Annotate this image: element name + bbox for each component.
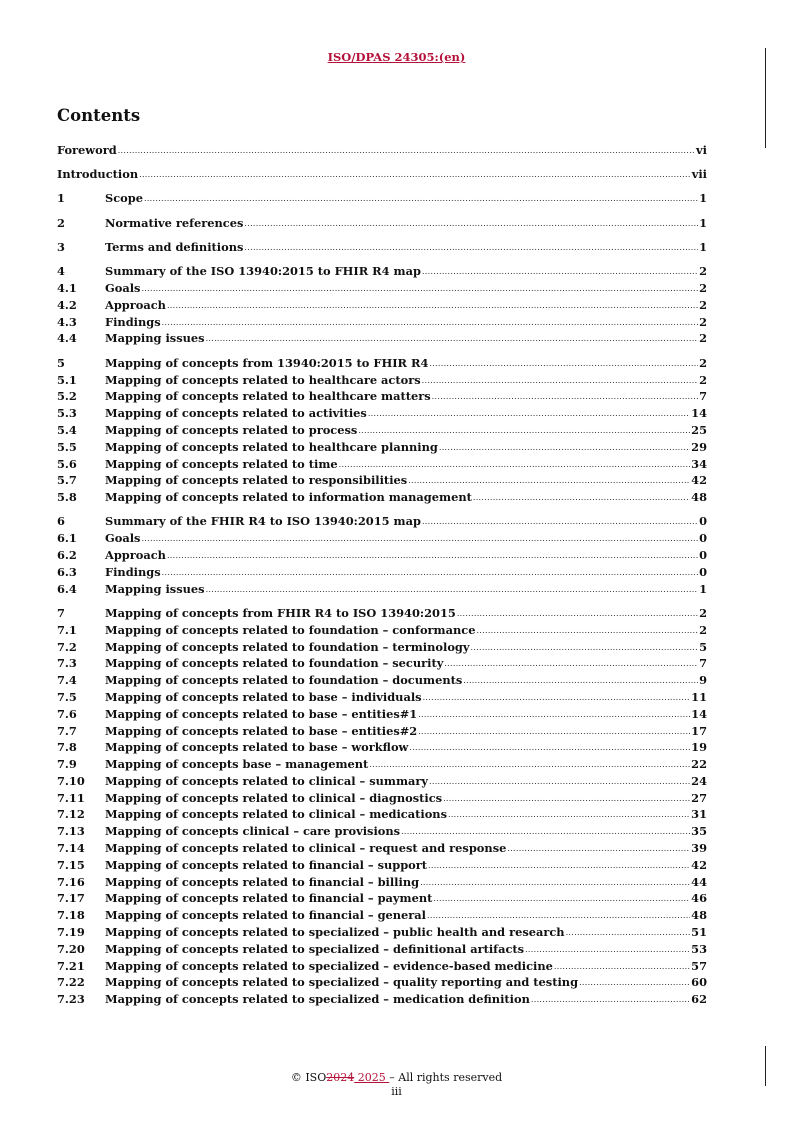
toc-entry-number: 7 <box>57 605 65 620</box>
document-header: ISO/DPAS 24305:(en) <box>327 50 466 64</box>
toc-entry-page: 53 <box>691 941 707 956</box>
toc-entry-label: Mapping of concepts from FHIR R4 to ISO 13940:2015 <box>105 605 456 620</box>
toc-entry-label: Mapping of concepts related to base – entities#2 <box>105 723 418 738</box>
toc-entry-label: Mapping of concepts related to time <box>105 456 338 471</box>
toc-leader-dots <box>432 392 698 403</box>
toc-entry-number: 4.3 <box>57 314 77 329</box>
toc-entry-number: 7.4 <box>57 673 77 688</box>
toc-entry-page: 35 <box>691 824 707 839</box>
toc-entry-label: Findings <box>105 314 161 329</box>
copyright-prefix: © ISO <box>290 1071 327 1084</box>
toc-entry-page: 2 <box>699 355 707 370</box>
toc-entry[interactable] <box>57 989 707 1006</box>
toc-entry[interactable] <box>57 213 707 230</box>
toc-entry-page: 2 <box>699 297 707 312</box>
toc-entry-number: 5.7 <box>57 473 77 488</box>
toc-entry-page: 9 <box>699 673 707 688</box>
toc-entry-number: 7.15 <box>57 857 85 872</box>
toc-entry[interactable] <box>57 562 707 579</box>
toc-entry[interactable] <box>57 939 707 956</box>
toc-entry-number: 7.3 <box>57 656 77 671</box>
change-bar-top <box>765 48 766 148</box>
toc-entry-label: Mapping of concepts clinical – care provisions <box>105 824 401 839</box>
toc-entry-page: 0 <box>699 564 707 579</box>
toc-leader-dots <box>433 894 690 905</box>
toc-entry-label: Mapping of concepts related to clinical – summary <box>105 773 429 788</box>
toc-entry[interactable] <box>57 312 707 329</box>
toc-leader-dots <box>244 243 698 254</box>
contents-title: Contents <box>57 106 141 125</box>
toc-entry-page: 19 <box>691 740 707 755</box>
toc-leader-dots <box>420 878 690 889</box>
deleted-year: 2024 <box>326 1071 355 1084</box>
toc-entry[interactable] <box>57 420 707 437</box>
toc-entry-number: 5.8 <box>57 490 77 505</box>
toc-entry-number: 7.11 <box>57 790 85 805</box>
toc-leader-dots <box>162 568 698 579</box>
toc-entry-label: Mapping of concepts related to healthcare planning <box>105 439 438 454</box>
toc-leader-dots <box>427 911 690 922</box>
toc-entry-number: 7.7 <box>57 723 77 738</box>
toc-entry[interactable] <box>57 353 707 370</box>
toc-entry-label: Terms and definitions <box>105 239 244 254</box>
toc-entry-number: 7.23 <box>57 992 85 1007</box>
toc-entry-label: Goals <box>105 531 141 546</box>
toc-entry[interactable] <box>57 437 707 454</box>
toc-entry-number: 5.2 <box>57 389 77 404</box>
toc-entry-page: 1 <box>699 215 707 230</box>
toc-entry-page: 22 <box>691 757 707 772</box>
toc-entry[interactable] <box>57 956 707 973</box>
toc-entry-number: 5.6 <box>57 456 77 471</box>
toc-leader-dots <box>167 301 698 312</box>
toc-entry-page: 0 <box>699 514 707 529</box>
toc-leader-dots <box>423 693 691 704</box>
toc-leader-dots <box>141 534 698 545</box>
toc-entry-page: 34 <box>691 456 707 471</box>
toc-entry-number: 6.4 <box>57 581 77 596</box>
toc-entry[interactable] <box>57 471 707 488</box>
toc-entry-number: 7.10 <box>57 773 85 788</box>
toc-entry-label: Mapping of concepts related to specialized – medication definition <box>105 992 530 1007</box>
toc-entry-page: 24 <box>691 773 707 788</box>
toc-entry-label: Mapping of concepts related to specialized – quality reporting and testing <box>105 975 579 990</box>
toc-entry-number: 7.5 <box>57 689 77 704</box>
toc-leader-dots <box>525 945 690 956</box>
toc-entry-label: Findings <box>105 564 161 579</box>
toc-leader-dots <box>408 476 690 487</box>
toc-entry-label: Mapping issues <box>105 331 205 346</box>
toc-entry-number: 6.2 <box>57 548 77 563</box>
toc-entry[interactable] <box>57 278 707 295</box>
toc-entry-page: 48 <box>691 908 707 923</box>
toc-entry-label: Mapping of concepts related to clinical – medications <box>105 807 447 822</box>
toc-entry-label: Mapping of concepts related to responsibilities <box>105 473 408 488</box>
toc-entry-page: 62 <box>691 992 707 1007</box>
toc-entry[interactable] <box>57 487 707 504</box>
toc-entry-page: 51 <box>691 925 707 940</box>
toc-entry[interactable] <box>57 905 707 922</box>
toc-entry[interactable] <box>57 805 707 822</box>
toc-entry-label: Mapping of concepts related to financial – billing <box>105 874 420 889</box>
toc-entry-page: 31 <box>691 807 707 822</box>
toc-leader-dots <box>206 585 699 596</box>
toc-entry-page: 7 <box>699 656 707 671</box>
toc-entry-label: Mapping of concepts related to financial – support <box>105 857 428 872</box>
toc-entry-number: 5 <box>57 355 65 370</box>
toc-entry[interactable] <box>57 973 707 990</box>
toc-entry-label: Mapping of concepts related to base – individuals <box>105 689 422 704</box>
toc-entry[interactable] <box>57 704 707 721</box>
toc-entry-page: 2 <box>699 331 707 346</box>
toc-entry-number: 7.16 <box>57 874 85 889</box>
toc-entry-label: Foreword <box>57 142 117 157</box>
toc-entry[interactable] <box>57 821 707 838</box>
toc-leader-dots <box>118 146 695 157</box>
toc-entry-number: 4.4 <box>57 331 77 346</box>
toc-entry-page: 1 <box>699 191 707 206</box>
toc-entry-page: 2 <box>699 264 707 279</box>
toc-entry[interactable] <box>57 855 707 872</box>
toc-entry-label: Mapping of concepts related to foundation – conformance <box>105 622 476 637</box>
toc-entry-page: 48 <box>691 490 707 505</box>
toc-entry-label: Mapping of concepts related to base – entities#1 <box>105 706 418 721</box>
toc-entry-page: 1 <box>699 239 707 254</box>
toc-entry-page: vii <box>691 167 707 182</box>
toc-leader-dots <box>418 727 690 738</box>
toc-entry-number: 7.2 <box>57 639 77 654</box>
toc-entry-label: Mapping of concepts related to financial – general <box>105 908 427 923</box>
toc-leader-dots <box>139 170 691 181</box>
toc-entry-page: 0 <box>699 531 707 546</box>
toc-entry-page: 42 <box>691 473 707 488</box>
toc-entry[interactable] <box>57 670 707 687</box>
toc-leader-dots <box>141 284 698 295</box>
toc-entry[interactable] <box>57 872 707 889</box>
toc-entry-number: 4.2 <box>57 297 77 312</box>
toc-entry[interactable] <box>57 620 707 637</box>
toc-leader-dots <box>206 334 699 345</box>
toc-entry-number: 7.6 <box>57 706 77 721</box>
toc-entry[interactable] <box>57 237 707 254</box>
toc-leader-dots <box>476 626 698 637</box>
toc-entry[interactable] <box>57 454 707 471</box>
toc-entry-number: 7.8 <box>57 740 77 755</box>
toc-entry[interactable] <box>57 637 707 654</box>
toc-entry-number: 7.13 <box>57 824 85 839</box>
toc-leader-dots <box>463 676 698 687</box>
toc-entry-page: 46 <box>691 891 707 906</box>
page-footer <box>0 1071 793 1099</box>
toc-leader-dots <box>444 659 698 670</box>
toc-entry-label: Approach <box>105 548 166 563</box>
toc-entry-number: 2 <box>57 215 65 230</box>
page-number: iii <box>391 1085 402 1098</box>
toc-entry-number: 7.12 <box>57 807 85 822</box>
toc-entry-label: Mapping of concepts related to foundation – security <box>105 656 444 671</box>
toc-entry-label: Scope <box>105 191 143 206</box>
toc-entry-number: 7.14 <box>57 841 85 856</box>
toc-leader-dots <box>429 777 690 788</box>
toc-leader-dots <box>418 710 690 721</box>
toc-entry[interactable] <box>57 261 707 278</box>
toc-entry[interactable] <box>57 370 707 387</box>
toc-entry-number: 5.1 <box>57 372 77 387</box>
toc-entry-label: Mapping of concepts related to information management <box>105 490 472 505</box>
toc-leader-dots <box>358 426 690 437</box>
toc-leader-dots <box>457 609 698 620</box>
toc-entry[interactable] <box>57 687 707 704</box>
toc-entry-label: Mapping of concepts related to base – workflow <box>105 740 409 755</box>
toc-entry[interactable] <box>57 295 707 312</box>
toc-entry[interactable] <box>57 738 707 755</box>
toc-entry[interactable] <box>57 603 707 620</box>
toc-leader-dots <box>244 219 698 230</box>
toc-entry-page: 1 <box>699 581 707 596</box>
toc-entry-page: 14 <box>691 406 707 421</box>
toc-entry[interactable] <box>57 403 707 420</box>
toc-entry-page: 29 <box>691 439 707 454</box>
toc-entry-page: 2 <box>699 314 707 329</box>
toc-entry-page: 17 <box>691 723 707 738</box>
toc-entry[interactable] <box>57 387 707 404</box>
table-of-contents <box>57 140 707 1006</box>
toc-entry-number: 7.9 <box>57 757 77 772</box>
toc-entry[interactable] <box>57 528 707 545</box>
toc-leader-dots <box>507 844 690 855</box>
toc-entry-page: 57 <box>691 958 707 973</box>
copyright-suffix: – All rights reserved <box>389 1071 503 1084</box>
toc-leader-dots <box>443 794 690 805</box>
toc-leader-dots <box>401 827 690 838</box>
toc-entry[interactable] <box>57 654 707 671</box>
toc-leader-dots <box>471 643 699 654</box>
toc-entry[interactable] <box>57 579 707 596</box>
toc-entry-label: Mapping of concepts related to specialized – public health and research <box>105 925 565 940</box>
toc-entry-label: Mapping of concepts related to process <box>105 422 358 437</box>
toc-entry-page: 25 <box>691 422 707 437</box>
toc-entry-label: Mapping of concepts related to specialized – evidence-based medicine <box>105 958 553 973</box>
toc-entry-page: 60 <box>691 975 707 990</box>
toc-entry-number: 1 <box>57 191 65 206</box>
toc-entry-label: Mapping of concepts related to financial – payment <box>105 891 433 906</box>
toc-entry-page: 2 <box>699 622 707 637</box>
toc-entry-number: 7.20 <box>57 941 85 956</box>
toc-leader-dots <box>473 493 690 504</box>
toc-entry-number: 5.5 <box>57 439 77 454</box>
toc-entry[interactable] <box>57 164 707 181</box>
toc-entry-label: Mapping of concepts base – management <box>105 757 369 772</box>
toc-entry[interactable] <box>57 889 707 906</box>
toc-entry-number: 7.21 <box>57 958 85 973</box>
toc-entry-number: 6.1 <box>57 531 77 546</box>
toc-entry[interactable] <box>57 721 707 738</box>
toc-entry-number: 6 <box>57 514 65 529</box>
toc-entry[interactable] <box>57 545 707 562</box>
toc-entry-page: 14 <box>691 706 707 721</box>
toc-leader-dots <box>339 460 691 471</box>
toc-entry-number: 4 <box>57 264 65 279</box>
toc-leader-dots <box>368 409 690 420</box>
toc-entry-label: Mapping of concepts related to specialized – definitional artifacts <box>105 941 525 956</box>
toc-entry-page: 11 <box>691 689 707 704</box>
toc-entry[interactable] <box>57 754 707 771</box>
toc-entry-label: Mapping of concepts related to foundation – terminology <box>105 639 470 654</box>
toc-entry-label: Mapping of concepts related to foundation – documents <box>105 673 463 688</box>
toc-entry-page: 42 <box>691 857 707 872</box>
toc-entry-label: Introduction <box>57 167 139 182</box>
toc-entry-label: Summary of the ISO 13940:2015 to FHIR R4 map <box>105 264 421 279</box>
toc-entry-page: 2 <box>699 281 707 296</box>
toc-entry-label: Mapping of concepts from 13940:2015 to FHIR R4 <box>105 355 429 370</box>
toc-entry-label: Mapping of concepts related to healthcare actors <box>105 372 421 387</box>
toc-leader-dots <box>554 962 690 973</box>
toc-leader-dots <box>566 928 691 939</box>
toc-entry[interactable] <box>57 329 707 346</box>
toc-leader-dots <box>422 517 698 528</box>
toc-entry-page: 2 <box>699 372 707 387</box>
toc-entry-label: Mapping of concepts related to activities <box>105 406 367 421</box>
toc-leader-dots <box>439 443 690 454</box>
toc-entry-label: Mapping issues <box>105 581 205 596</box>
toc-entry[interactable] <box>57 838 707 855</box>
toc-entry[interactable] <box>57 922 707 939</box>
toc-entry-number: 7.1 <box>57 622 77 637</box>
toc-entry-page: vi <box>696 142 707 157</box>
toc-entry-label: Mapping of concepts related to clinical – diagnostics <box>105 790 443 805</box>
toc-leader-dots <box>579 978 690 989</box>
toc-entry-label: Goals <box>105 281 141 296</box>
toc-leader-dots <box>448 810 690 821</box>
toc-entry-page: 0 <box>699 548 707 563</box>
toc-entry-label: Normative references <box>105 215 244 230</box>
toc-entry-label: Mapping of concepts related to clinical – request and response <box>105 841 507 856</box>
toc-entry[interactable] <box>57 189 707 206</box>
toc-entry-page: 7 <box>699 389 707 404</box>
toc-entry-number: 3 <box>57 239 65 254</box>
toc-entry-label: Summary of the FHIR R4 to ISO 13940:2015 map <box>105 514 421 529</box>
toc-entry[interactable] <box>57 140 707 157</box>
toc-leader-dots <box>428 861 690 872</box>
toc-leader-dots <box>167 551 698 562</box>
toc-leader-dots <box>369 760 690 771</box>
toc-entry-page: 39 <box>691 841 707 856</box>
toc-entry-label: Mapping of concepts related to healthcare matters <box>105 389 431 404</box>
toc-entry-number: 7.17 <box>57 891 85 906</box>
toc-entry-page: 44 <box>691 874 707 889</box>
toc-entry-number: 7.19 <box>57 925 85 940</box>
toc-entry-page: 2 <box>699 605 707 620</box>
toc-entry-number: 6.3 <box>57 564 77 579</box>
toc-entry[interactable] <box>57 512 707 529</box>
toc-entry[interactable] <box>57 788 707 805</box>
toc-leader-dots <box>422 267 698 278</box>
toc-entry[interactable] <box>57 771 707 788</box>
toc-leader-dots <box>144 194 698 205</box>
toc-leader-dots <box>429 359 698 370</box>
toc-entry-label: Approach <box>105 297 166 312</box>
toc-entry-page: 5 <box>699 639 707 654</box>
toc-entry-number: 4.1 <box>57 281 77 296</box>
toc-entry-number: 5.4 <box>57 422 77 437</box>
toc-entry-number: 7.18 <box>57 908 85 923</box>
toc-leader-dots <box>422 376 698 387</box>
toc-entry-page: 27 <box>691 790 707 805</box>
toc-leader-dots <box>531 995 690 1006</box>
inserted-year: 2025 <box>354 1071 390 1084</box>
toc-leader-dots <box>409 743 690 754</box>
copyright-line <box>0 1071 793 1085</box>
toc-entry-number: 7.22 <box>57 975 85 990</box>
toc-entry-number: 5.3 <box>57 406 77 421</box>
toc-leader-dots <box>162 318 698 329</box>
